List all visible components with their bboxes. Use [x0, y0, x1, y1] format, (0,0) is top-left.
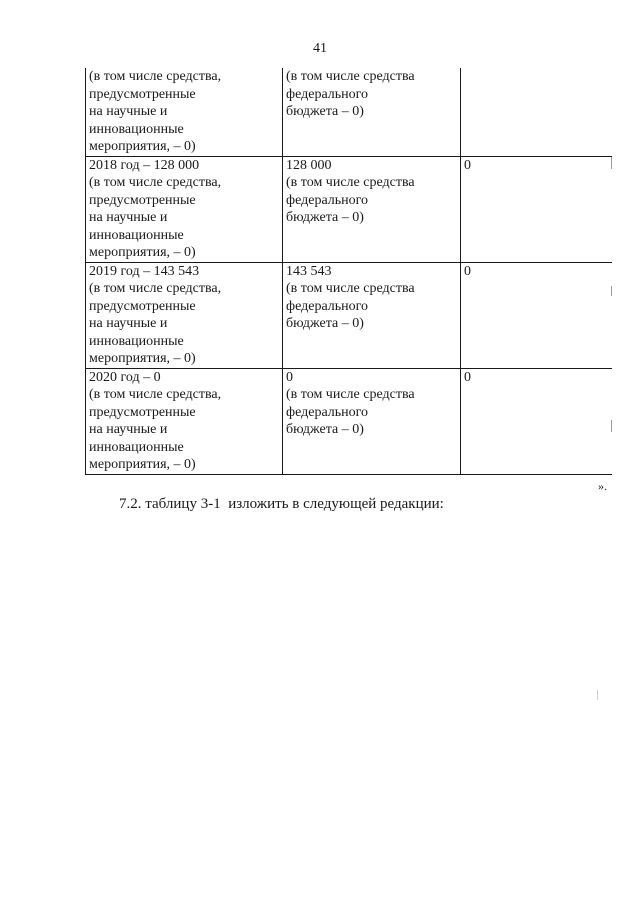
table-cell-federal: 128 000 (в том числе средства федерального бюджета – 0) — [283, 156, 461, 262]
table-cell-federal: 143 543 (в том числе средства федерального бюджета – 0) — [283, 262, 461, 368]
table-cell-other: 0 — [461, 156, 613, 262]
table-cell-total: (в том числе средства, предусмотренные на научные и инновационные мероприятия, – 0) — [86, 68, 283, 156]
table-row — [86, 68, 613, 156]
table-cell-other: 0 — [461, 262, 613, 368]
scan-margin-mark — [597, 690, 598, 700]
closing-quote: ». — [598, 479, 607, 493]
table-cell-federal: 0 (в том числе средства федерального бюджета – 0) — [283, 368, 461, 474]
table-row — [86, 262, 613, 368]
table-row — [86, 368, 613, 474]
instruction-paragraph: 7.2. таблицу 3-1 изложить в следующей редакции: — [119, 496, 444, 512]
table-cell-total: 2018 год – 128 000 (в том числе средства, предусмотренные на научные и инновационные мероприятия, – 0) — [86, 156, 283, 262]
table-cell-total: 2020 год – 0 (в том числе средства, предусмотренные на научные и инновационные мероприятия, – 0) — [86, 368, 283, 474]
scan-margin-mark — [611, 157, 612, 169]
page-number: 41 — [313, 41, 327, 56]
scan-margin-mark — [611, 420, 612, 432]
table-cell-federal: (в том числе средства федерального бюджета – 0) — [283, 68, 461, 156]
table-cell-total: 2019 год – 143 543 (в том числе средства, предусмотренные на научные и инновационные мероприятия, – 0) — [86, 262, 283, 368]
table-cell-other: 0 — [461, 368, 613, 474]
table-cell-other — [461, 68, 613, 156]
funding-table — [85, 68, 612, 475]
table-row — [86, 156, 613, 262]
scan-margin-mark — [611, 286, 612, 296]
